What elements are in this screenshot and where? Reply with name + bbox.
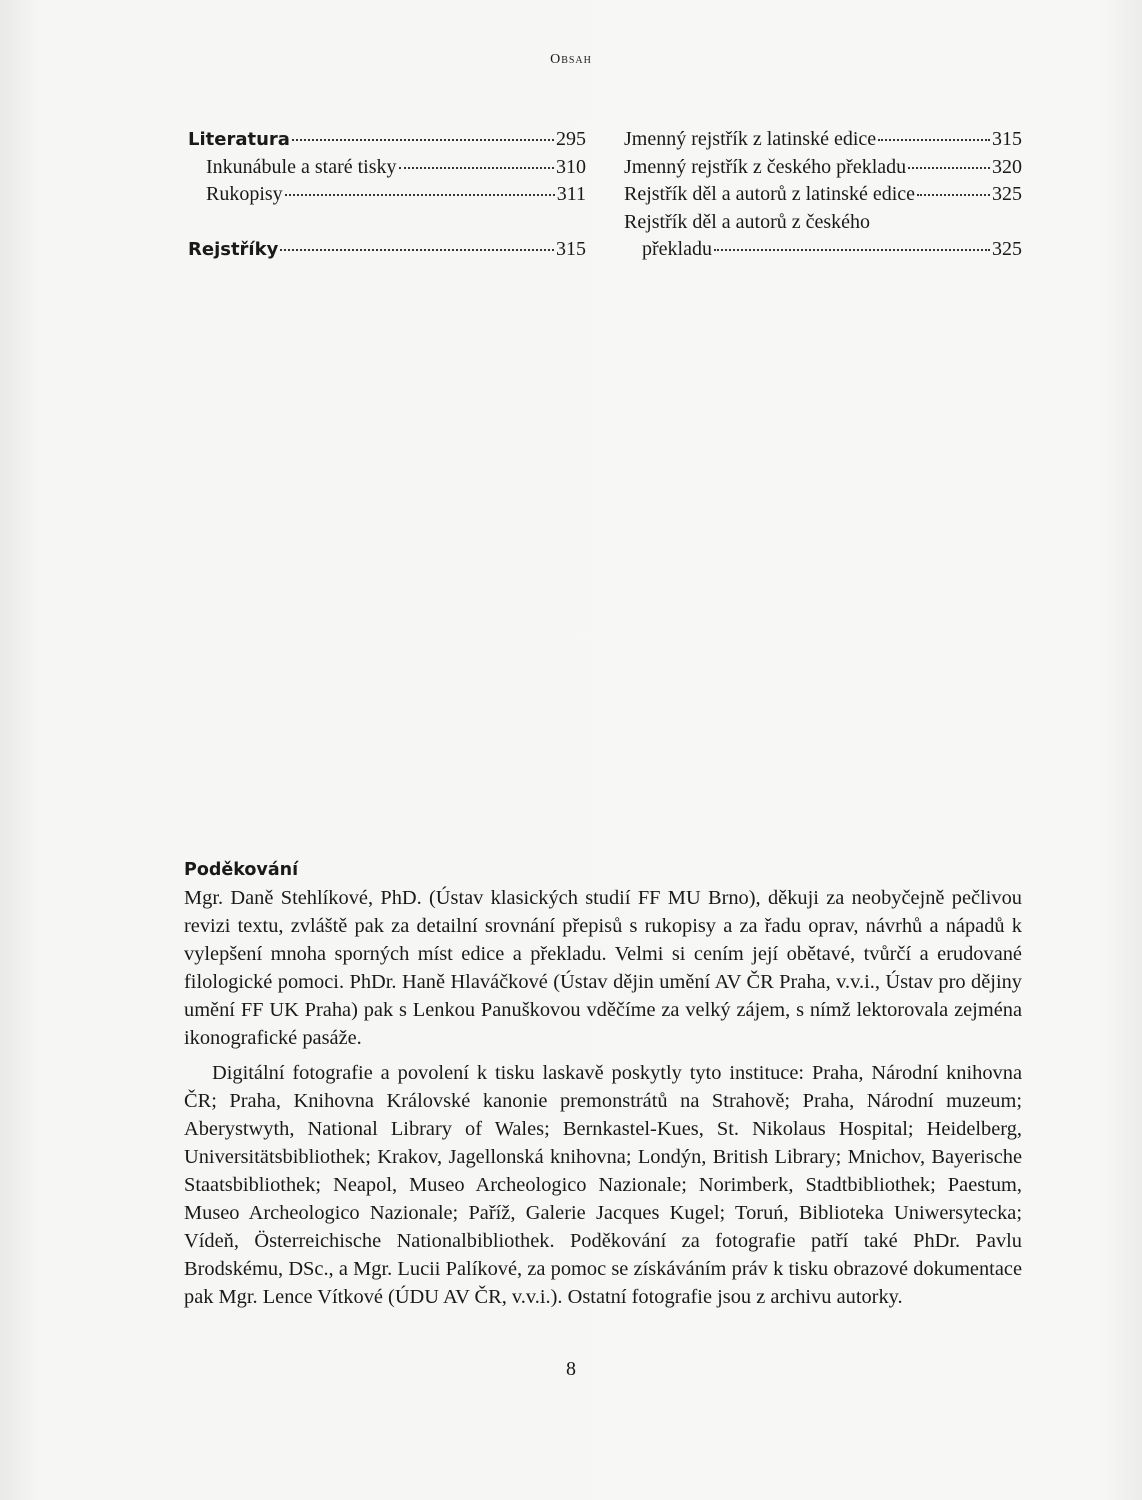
toc-entry-page: 311 [556, 183, 586, 205]
page-number: 8 [566, 1358, 576, 1380]
toc-entry-page: 320 [992, 155, 1022, 178]
toc-entry-jmenny-latinske[interactable] [624, 126, 1022, 154]
toc-entry-title: Jmenný rejstřík z latinské edice [624, 128, 877, 150]
toc-entry-title: Rejstřík děl a autorů z latinské edice [624, 183, 916, 205]
toc-entry-page: 315 [992, 128, 1022, 150]
toc-entry-page: 325 [992, 183, 1022, 205]
toc-entry-title: překladu [642, 238, 712, 260]
toc-entry-title: Rukopisy [206, 183, 283, 205]
toc-entry-title: Literatura [188, 129, 290, 150]
toc-entry-page: 295 [556, 128, 586, 150]
toc-leader-dots [280, 249, 554, 251]
toc-entry-title: Jmenný rejstřík z českého překladu [624, 155, 907, 178]
toc-gap [188, 209, 586, 236]
toc-entry-inkunabule[interactable] [188, 154, 586, 182]
toc-entry-literatura[interactable] [188, 126, 586, 154]
toc-entry-page: 325 [992, 238, 1022, 260]
toc-leader-dots [878, 139, 990, 141]
toc-leader-dots [908, 167, 990, 169]
toc-leader-dots [292, 139, 554, 141]
toc-leader-dots [399, 167, 555, 169]
acknowledgements-section [184, 856, 1022, 1311]
toc-entry-title: Inkunábule a staré tisky [206, 155, 397, 178]
toc-entry-page: 315 [556, 237, 586, 260]
running-head: Obsah [550, 52, 592, 67]
toc-entry-jmenny-ceskeho[interactable] [624, 154, 1022, 182]
toc-right-column [624, 126, 1022, 264]
toc-entry-del-latinske[interactable] [624, 181, 1022, 209]
toc-entry-del-ceskeho[interactable] [624, 236, 1022, 264]
section-title: Poděkování [184, 860, 299, 880]
acknowledgements-paragraph-2: Digitální fotografie a povolení k tisku laskavě poskytly tyto instituce: Praha, Národní knihovna ČR; Praha, Knihovna Královské kanonie premonstrátů na Strahově; Praha, Národní muzeum; Aberystwyth, National Library of Wales; Bernkastel-Kues, St. Nikolaus Hospital; Heidelberg, Universitätsbibliothek; Krakov, Jagellonská knihovna; Londýn, British Library; Mnichov, Bayerische Staatsbibliothek; Neapol, Museo Archeologico Nazionale; Norimberk, Stadtbibliothek; Paestum, Museo Archeologico Nazionale; Paříž, Galerie Jacques Kugel; Toruń, Biblioteka Uniwersytecka; Vídeň, Österreichische Nationalbibliothek. Poděkování za fotografie patří také PhDr. Pavlu Brodskému, DSc., a Mgr. Lucii Palíkové, za pomoc se získáváním práv k tisku obrazové dokumentace pak Mgr. Lence Vítkové (ÚDU AV ČR, v.v.i.). Ostatní fotografie jsou z archivu autorky. [184, 1061, 1022, 1309]
acknowledgements-paragraph-1: Mgr. Daně Stehlíkové, PhD. (Ústav klasických studií FF MU Brno), děkuji za neobyčejně pečlivou revizi textu, zvláště pak za detailní srovnání přepisů s rukopisy a za řadu oprav, návrhů a nápadů k vylepšení mnoha sporných míst edice a překladu. Velmi si cením její obětavé, tvůrčí a erudované filologické pomoci. PhDr. Haně Hlaváčkové (Ústav dějin umění AV ČR Praha, v.v.i., Ústav pro dějiny umění FF UK Praha) pak s Lenkou Panuškovou vděčíme za velký zájem, s nímž lektorovala zejména ikonografické pasáže. [184, 887, 1022, 1050]
toc-leader-dots [917, 194, 990, 196]
toc-leader-dots [714, 249, 990, 251]
toc-leader-dots [285, 194, 555, 196]
toc-entry-title: Rejstříky [188, 238, 279, 260]
toc-entry-del-ceskeho-line1[interactable]: Rejstřík děl a autorů z českého [624, 210, 871, 233]
toc-entry-rukopisy[interactable] [188, 181, 586, 209]
toc-entry-rejstriky[interactable] [188, 236, 586, 264]
toc-entry-page: 310 [556, 155, 586, 178]
toc-left-column [188, 126, 586, 263]
